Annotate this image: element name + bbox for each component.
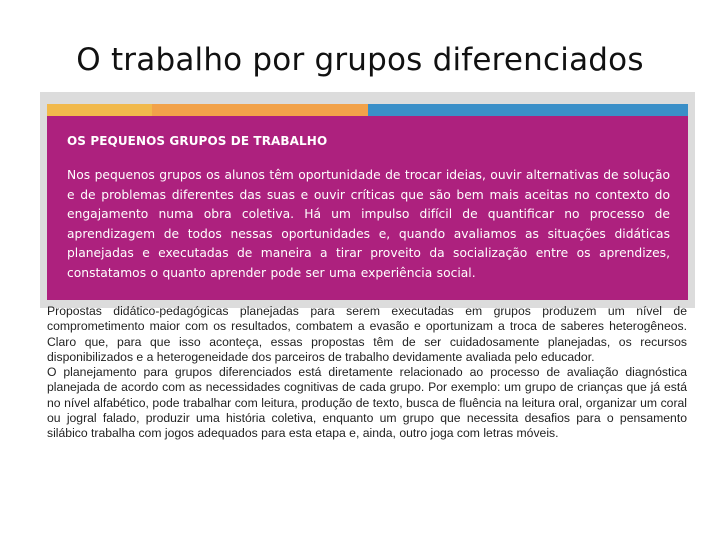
card-heading: OS PEQUENOS GRUPOS DE TRABALHO xyxy=(67,134,328,148)
body-text xyxy=(47,304,687,442)
card-stripe-yellow xyxy=(47,104,152,116)
card-stripe-orange xyxy=(152,104,368,116)
body-paragraph: Propostas didático-pedagógicas planejadas para serem executadas em grupos produzem um nível de comprometimento maior com os resultados, combatem a evasão e oportunizam a troca de saberes heterogêneos. Claro que, para que isso aconteça, essas propostas têm de ser cuidadosamente planejadas, os recursos disponibilizados e a heterogeneidade dos parceiros de trabalho devidamente avaliada pelo educador. xyxy=(47,304,687,364)
highlight-card xyxy=(47,116,688,300)
card-stripe-blue xyxy=(368,104,688,116)
body-paragraph: O planejamento para grupos diferenciados está diretamente relacionado ao processo de avaliação diagnóstica planejada de acordo com as necessidades cognitivas de cada grupo. Por exemplo: um grupo de crianças que já está no nível alfabético, pode trabalhar com leitura, produção de texto, busca de fluência na leitura oral, organizar um coral ou jogral falado, produzir uma história coletiva, enquanto um grupo que necessita desafios para o pensamento silábico trabalha com jogos adequados para esta etapa e, ainda, outro joga com letras móveis. xyxy=(47,365,687,441)
slide-title: O trabalho por grupos diferenciados xyxy=(76,42,644,78)
card-text: Nos pequenos grupos os alunos têm oportunidade de trocar ideias, ouvir alternativas de solução e de problemas diferentes das suas e ouvir críticas que são bem mais aceitas no contexto do engajamento numa obra coletiva. Há um impulso difícil de quantificar no processo de aprendizagem de todos nessas oportunidades e, quando avaliamos as situações didáticas planejadas e executadas de maneira a tirar proveito da socialização entre os aprendizes, constatamos o quanto aprender pode ser uma experiência social. xyxy=(67,168,670,280)
